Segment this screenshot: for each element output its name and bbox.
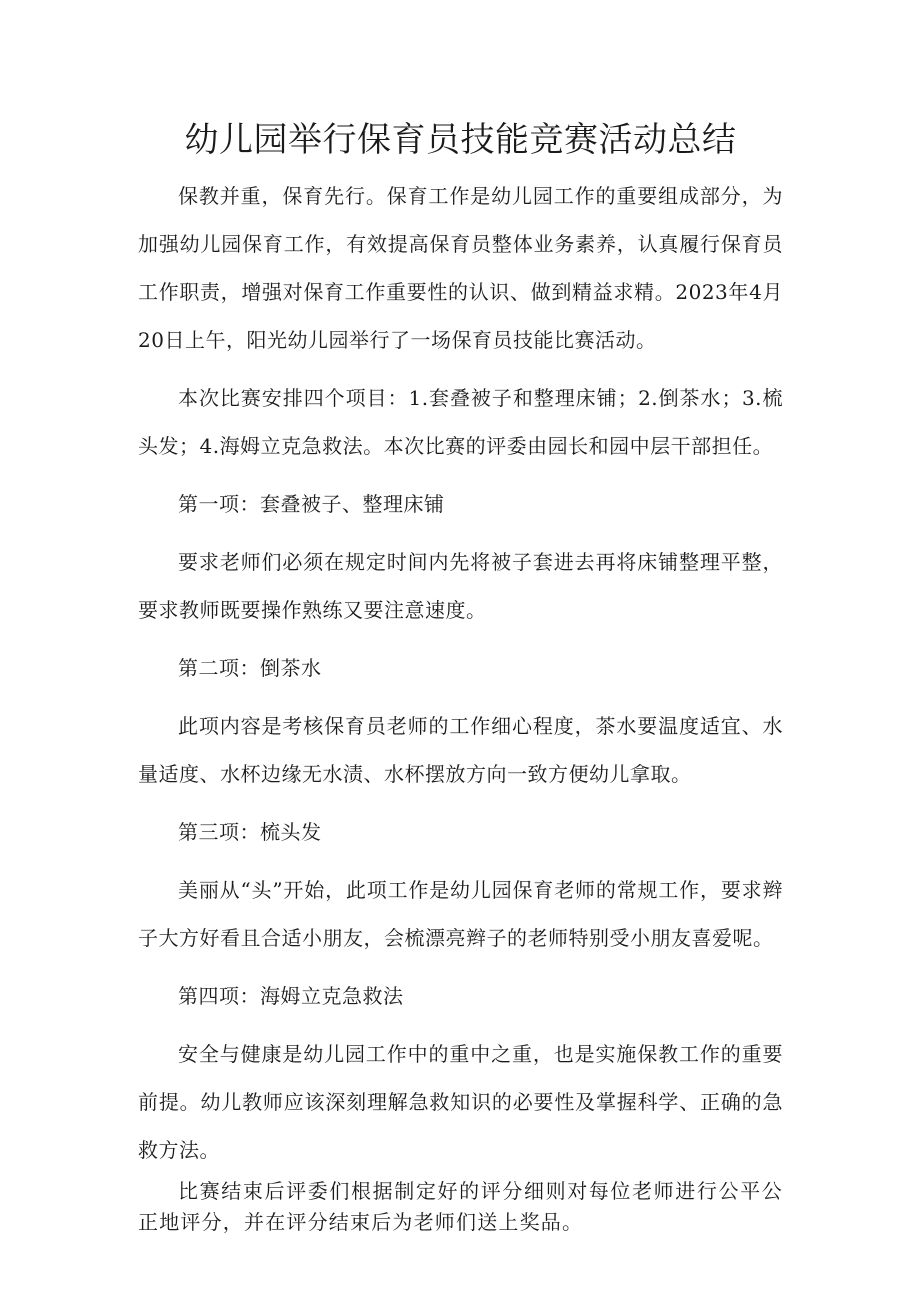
item-2-description: 此项内容是考核保育员老师的工作细心程度，茶水要温度适宜、水量适度、水杯边缘无水渍、水杯摆放方向一致方便幼儿拿取。 (138, 714, 783, 786)
item-4-heading: 第四项：海姆立克急救法 (178, 984, 404, 1008)
intro-paragraph: 保教并重，保育先行。保育工作是幼儿园工作的重要组成部分，为加强幼儿园保育工作，有效提高保育员整体业务素养，认真履行保育员工作职责，增强对保育工作重要性的认识、做到精益求精。2023年4月20日上午，阳光幼儿园举行了一场保育员技能比赛活动。 (138, 184, 783, 352)
document-title: 幼儿园举行保育员技能竞赛活动总结 (184, 120, 737, 160)
document-page (138, 112, 783, 1248)
item-4-description: 安全与健康是幼儿园工作中的重中之重，也是实施保教工作的重要前提。幼儿教师应该深刻理解急救知识的必要性及掌握科学、正确的急救方法。 (138, 1042, 783, 1162)
item-1-description: 要求老师们必须在规定时间内先将被子套进去再将床铺整理平整，要求教师既要操作熟练又要注意速度。 (138, 550, 783, 622)
closing-paragraph: 比赛结束后评委们根据制定好的评分细则对每位老师进行公平公正地评分，并在评分结束后为老师们送上奖品。 (138, 1179, 783, 1234)
item-3-description: 美丽从“头”开始，此项工作是幼儿园保育老师的常规工作，要求辫子大方好看且合适小朋友，会梳漂亮辫子的老师特别受小朋友喜爱呢。 (138, 878, 783, 950)
item-3-heading: 第三项：梳头发 (178, 820, 322, 844)
item-1-heading: 第一项：套叠被子、整理床铺 (178, 492, 445, 516)
item-2-heading: 第二项：倒茶水 (178, 656, 322, 680)
competition-items-paragraph: 本次比赛安排四个项目：1.套叠被子和整理床铺；2.倒茶水；3.梳头发；4.海姆立克急救法。本次比赛的评委由园长和园中层干部担任。 (138, 386, 783, 458)
